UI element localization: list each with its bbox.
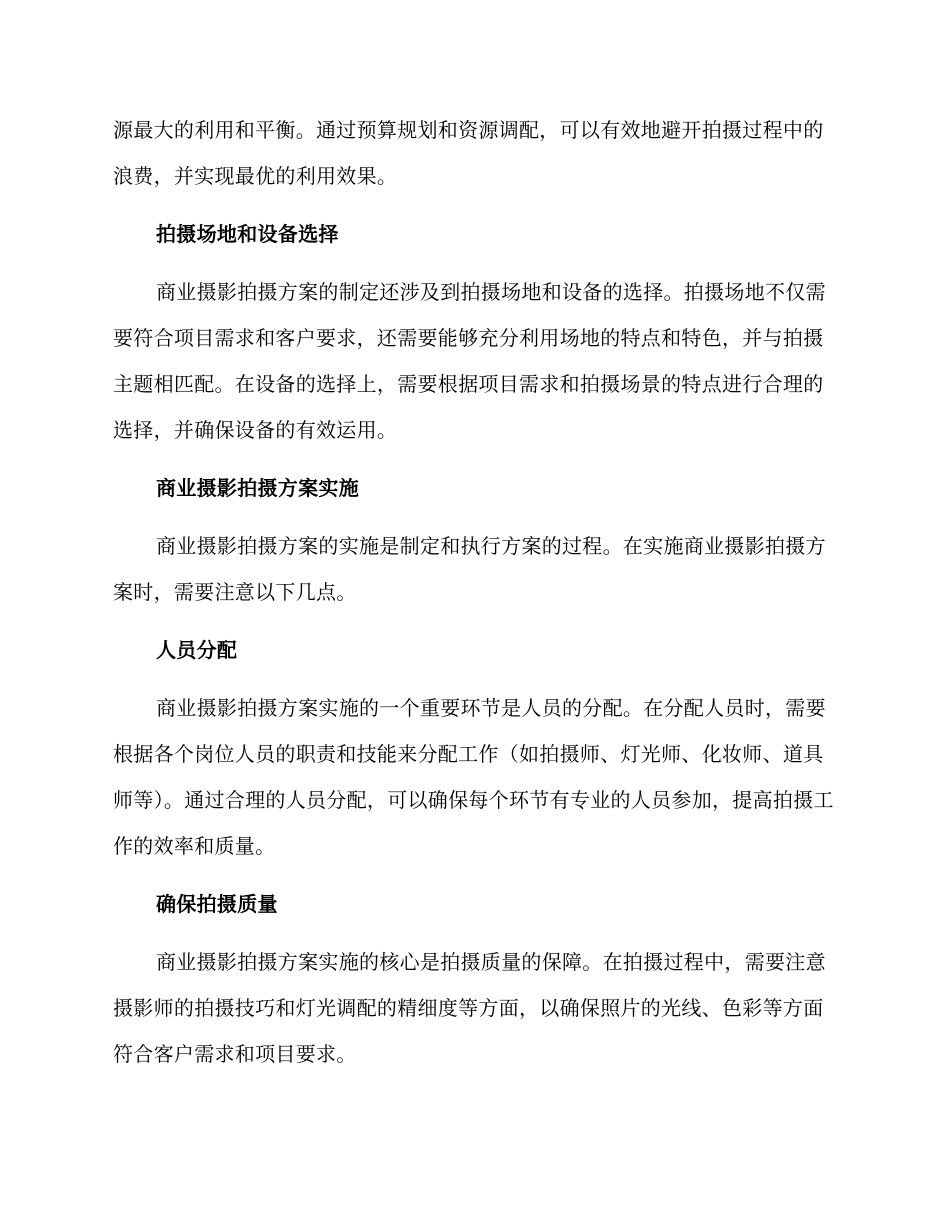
heading-plan-implementation: 商业摄影拍摄方案实施: [156, 476, 359, 500]
paragraph-plan-implementation: 商业摄影拍摄方案的实施是制定和执行方案的过程。在实施商业摄影拍摄方案时，需要注意以下几点。: [113, 534, 826, 604]
heading-shooting-quality: 确保拍摄质量: [156, 892, 278, 916]
paragraph-staff-allocation: 商业摄影拍摄方案实施的一个重要环节是人员的分配。在分配人员时，需要根据各个岗位人员的职责和技能来分配工作（如拍摄师、灯光师、化妆师、道具师等）。通过合理的人员分配，可以确保每个环节有专业的人员参加，提高拍摄工作的效率和质量。: [113, 696, 834, 858]
heading-venue-equipment: 拍摄场地和设备选择: [156, 222, 339, 246]
paragraph-shooting-quality: 商业摄影拍摄方案实施的核心是拍摄质量的保障。在拍摄过程中，需要注意摄影师的拍摄技巧和灯光调配的精细度等方面，以确保照片的光线、色彩等方面符合客户需求和项目要求。: [113, 950, 826, 1066]
paragraph-budget-continuation: 源最大的利用和平衡。通过预算规划和资源调配，可以有效地避开拍摄过程中的浪费，并实现最优的利用效果。: [113, 118, 824, 188]
paragraph-venue-equipment: 商业摄影拍摄方案的制定还涉及到拍摄场地和设备的选择。拍摄场地不仅需要符合项目需求和客户要求，还需要能够充分利用场地的特点和特色，并与拍摄主题相匹配。在设备的选择上，需要根据项目需求和拍摄场景的特点进行合理的选择，并确保设备的有效运用。: [113, 280, 826, 442]
heading-staff-allocation: 人员分配: [156, 638, 238, 662]
